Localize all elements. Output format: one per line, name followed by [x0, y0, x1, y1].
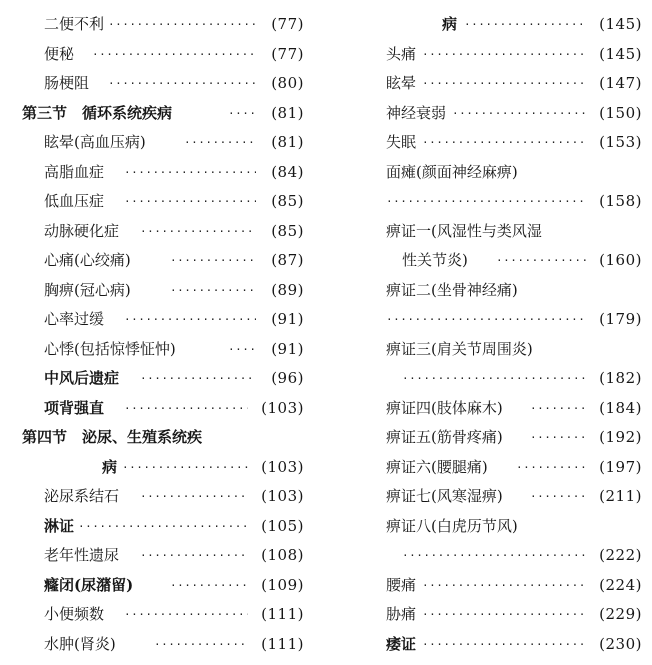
toc-entry-title: 心痛(心绞痛) [44, 251, 131, 269]
toc-entry-page: (182) [599, 369, 642, 387]
toc-entry-leader [170, 571, 248, 601]
toc-entry-page: (81) [271, 133, 304, 151]
toc-entry [380, 512, 642, 542]
toc-entry-page: (103) [261, 398, 304, 417]
toc-entry-title: 水肿(肾炎) [44, 634, 116, 653]
toc-entry-leader [422, 571, 586, 601]
toc-entry-page: (147) [599, 74, 642, 92]
toc-entry-title: 胸痹(冠心病) [44, 280, 131, 299]
toc-entry-page: (91) [271, 310, 304, 328]
toc-entry-page: (158) [599, 192, 642, 210]
toc-entry-leader [228, 99, 256, 129]
toc-entry [22, 128, 304, 158]
toc-entry [380, 217, 642, 247]
toc-entry-leader [170, 246, 256, 276]
toc-entry [22, 600, 304, 630]
toc-entry-page: (111) [261, 634, 304, 653]
toc-entry-title: 痹证八(白虎历节风) [386, 516, 518, 535]
toc-entry-leader [422, 40, 586, 70]
toc-entry [22, 187, 304, 217]
toc-entry-page: (105) [261, 516, 304, 535]
toc-entry-leader [124, 394, 248, 424]
toc-entry-continuation [380, 305, 642, 335]
toc-entry-page: (145) [599, 44, 642, 63]
toc-entry-leader [154, 630, 248, 660]
toc-entry-title: 病 [102, 457, 118, 476]
toc-entry-title: 痹证四(肢体麻木) [386, 398, 503, 417]
toc-entry-title: 二便不利 [44, 15, 105, 33]
toc-entry [380, 99, 642, 129]
toc-entry-title: 第四节 泌尿、生殖系统疾 [22, 428, 203, 446]
toc-entry-page: (91) [271, 339, 304, 358]
toc-entry-page: (85) [271, 221, 304, 240]
toc-entry [380, 394, 642, 424]
toc-entry [380, 128, 642, 158]
toc-entry-title: 泌尿系结石 [44, 487, 120, 505]
toc-entry-leader [108, 10, 256, 40]
toc-entry-leader [170, 276, 256, 306]
toc-entry [380, 158, 642, 188]
toc-entry-title: 小便频数 [44, 605, 105, 623]
toc-entry [22, 40, 304, 70]
toc-entry-title: 动脉硬化症 [44, 221, 120, 240]
toc-entry-leader [422, 69, 586, 99]
toc-entry-title: 腰痛 [386, 575, 417, 594]
toc-entry [380, 630, 642, 660]
toc-entry-page: (197) [599, 457, 642, 476]
toc-entry-title: 眩晕(高血压病) [44, 133, 146, 151]
toc-entry [380, 453, 642, 483]
toc-entry-page: (111) [261, 605, 304, 623]
toc-entry-leader [124, 158, 256, 188]
toc-entry-continuation [380, 541, 642, 571]
toc-entry-title: 肠梗阻 [44, 74, 90, 92]
toc-entry-page: (179) [599, 310, 642, 328]
toc-entry-page: (80) [271, 74, 304, 92]
toc-entry-title: 中风后遗症 [44, 369, 120, 387]
toc-entry-page: (109) [261, 575, 304, 594]
toc-entry-leader [464, 10, 586, 40]
toc-right-column [380, 10, 642, 659]
toc-entry-continuation [380, 246, 642, 276]
toc-entry [22, 512, 304, 542]
toc-entry-title: 痹证一(风湿性与类风湿 [386, 221, 542, 240]
toc-entry-page: (230) [599, 634, 642, 653]
toc-entry-leader [386, 187, 586, 217]
toc-entry [22, 10, 304, 40]
toc-entry-leader [516, 453, 586, 483]
toc-entry-leader [140, 482, 248, 512]
toc-entry-title: 癃闭(尿潴留) [44, 575, 134, 594]
toc-entry-leader [124, 600, 248, 630]
toc-entry [380, 10, 642, 40]
toc-section-heading [22, 423, 304, 453]
toc-entry [22, 246, 304, 276]
toc-entry-page: (108) [261, 546, 304, 564]
toc-entry-title: 痹证五(筋骨疼痛) [386, 428, 503, 446]
toc-entry-title: 心率过缓 [44, 310, 105, 328]
toc-entry-title: 痹证二(坐骨神经痛) [386, 280, 518, 299]
toc-entry [22, 482, 304, 512]
toc-entry-page: (103) [261, 487, 304, 505]
toc-entry-title: 老年性遗尿 [44, 546, 120, 564]
toc-entry-leader [92, 40, 256, 70]
toc-entry-title: 心悸(包括惊悸怔忡) [44, 339, 176, 358]
toc-entry [22, 69, 304, 99]
toc-entry-leader [78, 512, 248, 542]
toc-entry [380, 40, 642, 70]
toc-entry-page: (84) [271, 162, 304, 181]
toc-entry-leader [530, 394, 586, 424]
toc-entry [22, 630, 304, 660]
toc-entry [380, 600, 642, 630]
toc-entry-leader [402, 364, 586, 394]
toc-entry [22, 541, 304, 571]
toc-section-heading [22, 99, 304, 129]
toc-entry [380, 69, 642, 99]
toc-entry-title: 面瘫(颜面神经麻痹) [386, 162, 518, 181]
toc-left-column [22, 10, 304, 659]
toc-entry-page: (85) [271, 192, 304, 210]
toc-entry-title: 眩晕 [386, 74, 417, 92]
toc-entry-leader [496, 246, 586, 276]
toc-entry-title: 胁痛 [386, 605, 417, 623]
toc-entry-leader [530, 482, 586, 512]
toc-entry-title: 痹证六(腰腿痛) [386, 457, 488, 476]
toc-entry-title: 痹证七(风寒湿痹) [386, 487, 503, 505]
toc-entry-title: 神经衰弱 [386, 103, 447, 122]
toc-entry [380, 482, 642, 512]
toc-entry-title: 淋证 [44, 516, 75, 535]
toc-entry-title: 失眠 [386, 133, 417, 151]
toc-entry-page: (103) [261, 457, 304, 476]
toc-entry [380, 276, 642, 306]
toc-entry-leader [122, 453, 248, 483]
toc-entry [22, 335, 304, 365]
toc-entry-leader [530, 423, 586, 453]
toc-entry-page: (224) [599, 575, 642, 594]
toc-entry [22, 158, 304, 188]
toc-entry-title: 第三节 循环系统疾病 [22, 103, 173, 122]
toc-entry-page: (211) [599, 487, 642, 505]
toc-entry-title: 便秘 [44, 44, 75, 63]
toc-entry-page: (160) [599, 251, 642, 269]
toc-entry-leader [402, 541, 586, 571]
toc-entry-title: 病 [442, 15, 458, 33]
toc-entry [380, 571, 642, 601]
toc-entry-leader [184, 128, 256, 158]
toc-entry-leader [140, 217, 256, 247]
toc-entry-page: (222) [599, 546, 642, 564]
toc-entry-leader [228, 335, 256, 365]
toc-entry-page: (153) [599, 133, 642, 151]
toc-entry-page: (89) [271, 280, 304, 299]
toc-entry [380, 423, 642, 453]
toc-entry-page: (77) [271, 44, 304, 63]
toc-entry-leader [422, 600, 586, 630]
toc-entry-title: 项背强直 [44, 398, 105, 417]
toc-entry-leader [422, 128, 586, 158]
toc-entry [22, 305, 304, 335]
toc-entry-page: (150) [599, 103, 642, 122]
toc-entry-leader [140, 364, 256, 394]
toc-entry-page: (77) [271, 15, 304, 33]
toc-entry-title: 低血压症 [44, 192, 105, 210]
toc-entry [22, 453, 304, 483]
toc-entry-page: (184) [599, 398, 642, 417]
toc-entry-page: (192) [599, 428, 642, 446]
toc-entry-page: (229) [599, 605, 642, 623]
toc-entry-page: (81) [271, 103, 304, 122]
toc-entry-leader [422, 630, 586, 660]
toc-entry [22, 571, 304, 601]
toc-entry-page: (96) [271, 369, 304, 387]
toc-entry-continuation [380, 364, 642, 394]
toc-entry-leader [124, 187, 256, 217]
toc-entry-page: (87) [271, 251, 304, 269]
toc-entry [22, 364, 304, 394]
toc-entry [380, 335, 642, 365]
toc-entry-title: 性关节炎) [402, 251, 468, 269]
toc-entry-leader [108, 69, 256, 99]
toc-entry-leader [140, 541, 248, 571]
toc-entry-title: 高脂血症 [44, 162, 105, 181]
toc-entry-continuation [380, 187, 642, 217]
toc-entry [22, 276, 304, 306]
toc-entry-leader [386, 305, 586, 335]
toc-entry-page: (145) [599, 15, 642, 33]
toc-entry [22, 217, 304, 247]
toc-entry [22, 394, 304, 424]
toc-entry-title: 痿证 [386, 634, 417, 653]
toc-entry-title: 头痛 [386, 44, 417, 63]
toc-entry-leader [124, 305, 256, 335]
toc-entry-leader [452, 99, 586, 129]
toc-entry-title: 痹证三(肩关节周围炎) [386, 339, 533, 358]
